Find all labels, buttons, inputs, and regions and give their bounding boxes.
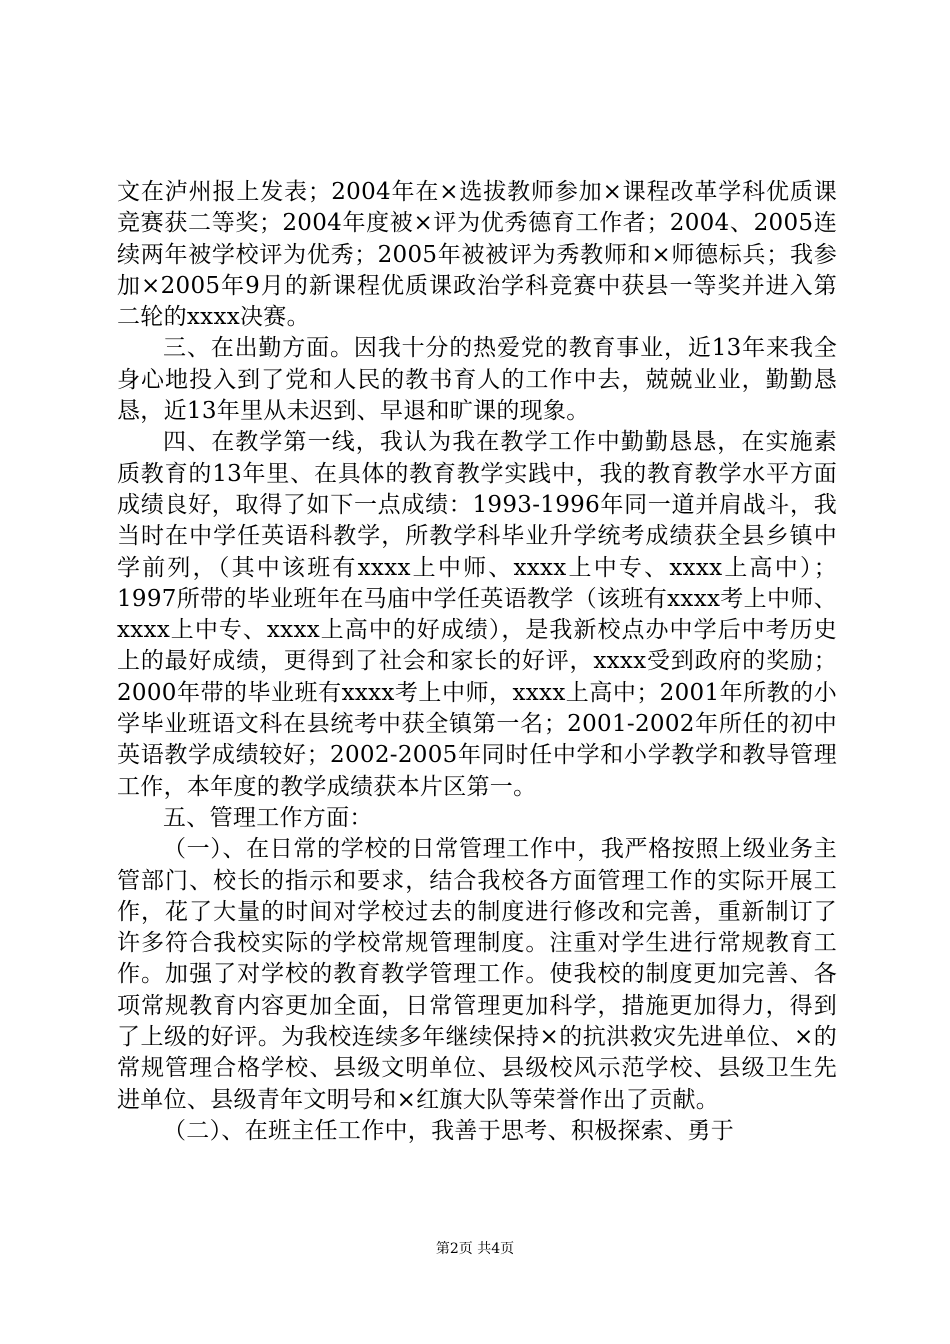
page-footer: 第2页 共4页 xyxy=(435,1241,515,1257)
paragraph-daily-management: （一）、在日常的学校的日常管理工作中，我严格按照上级业务主管部门、校长的指示和要求，结合我校各方面管理工作的实际开展工作，花了大量的时间对学校过去的制度进行修改和完善，重新制订了许多符合我校实际的学校常规管理制度。注重对学生进行常规教育工作。加强了对学校的教育教学管理工作。使我校的制度更加完善、各项常规教育内容更加全面，日常管理更加科学，措施更加得力，得到了上级的好评。为我校连续多年继续保持×的抗洪救灾先进单位、×的常规管理合格学校、县级文明单位、县级校风示范学校、县级卫生先进单位、县级青年文明号和×红旗大队等荣誉作出了贡献。 xyxy=(117,836,837,1113)
paragraph-class-teacher: （二）、在班主任工作中，我善于思考、积极探索、勇于 xyxy=(163,1117,734,1144)
paragraph-management-heading: 五、管理工作方面： xyxy=(163,804,373,831)
paragraph-continuation: 文在泸州报上发表；2004年在×选拔教师参加×课程改革学科优质课竞赛获二等奖；2004年度被×评为优秀德育工作者；2004、2005连续两年被学校评为优秀；2005年被被评为秀教师和×师德标兵；我参加×2005年9月的新课程优质课政治学科竞赛中获县一等奖并进入第二轮的xxxx决赛。 xyxy=(117,179,837,331)
document-body xyxy=(117,177,837,1147)
paragraph-attendance: 三、在出勤方面。因我十分的热爱党的教育事业，近13年来我全身心地投入到了党和人民的教书育人的工作中去，兢兢业业，勤勤恳恳，近13年里从未迟到、早退和旷课的现象。 xyxy=(117,335,837,425)
paragraph-teaching: 四、在教学第一线，我认为我在教学工作中勤勤恳恳，在实施素质教育的13年里、在具体的教育教学实践中，我的教育教学水平方面成绩良好，取得了如下一点成绩：1993-1996年同一道并肩战斗，我当时在中学任英语科教学，所教学科毕业升学统考成绩获全县乡镇中学前列，（其中该班有xxxx上中师、xxxx上中专、xxxx上高中）；1997所带的毕业班年在马庙中学任英语教学（该班有xxxx考上中师、xxxx上中专、xxxx上高中的好成绩），是我新校点办中学后中考历史上的最好成绩，更得到了社会和家长的好评，xxxx受到政府的奖励；2000年带的毕业班有xxxx考上中师，xxxx上高中；2001年所教的小学毕业班语文科在县统考中获全镇第一名；2001-2002年所任的初中英语教学成绩较好；2002-2005年同时任中学和小学教学和教导管理工作，本年度的教学成绩获本片区第一。 xyxy=(117,429,837,800)
